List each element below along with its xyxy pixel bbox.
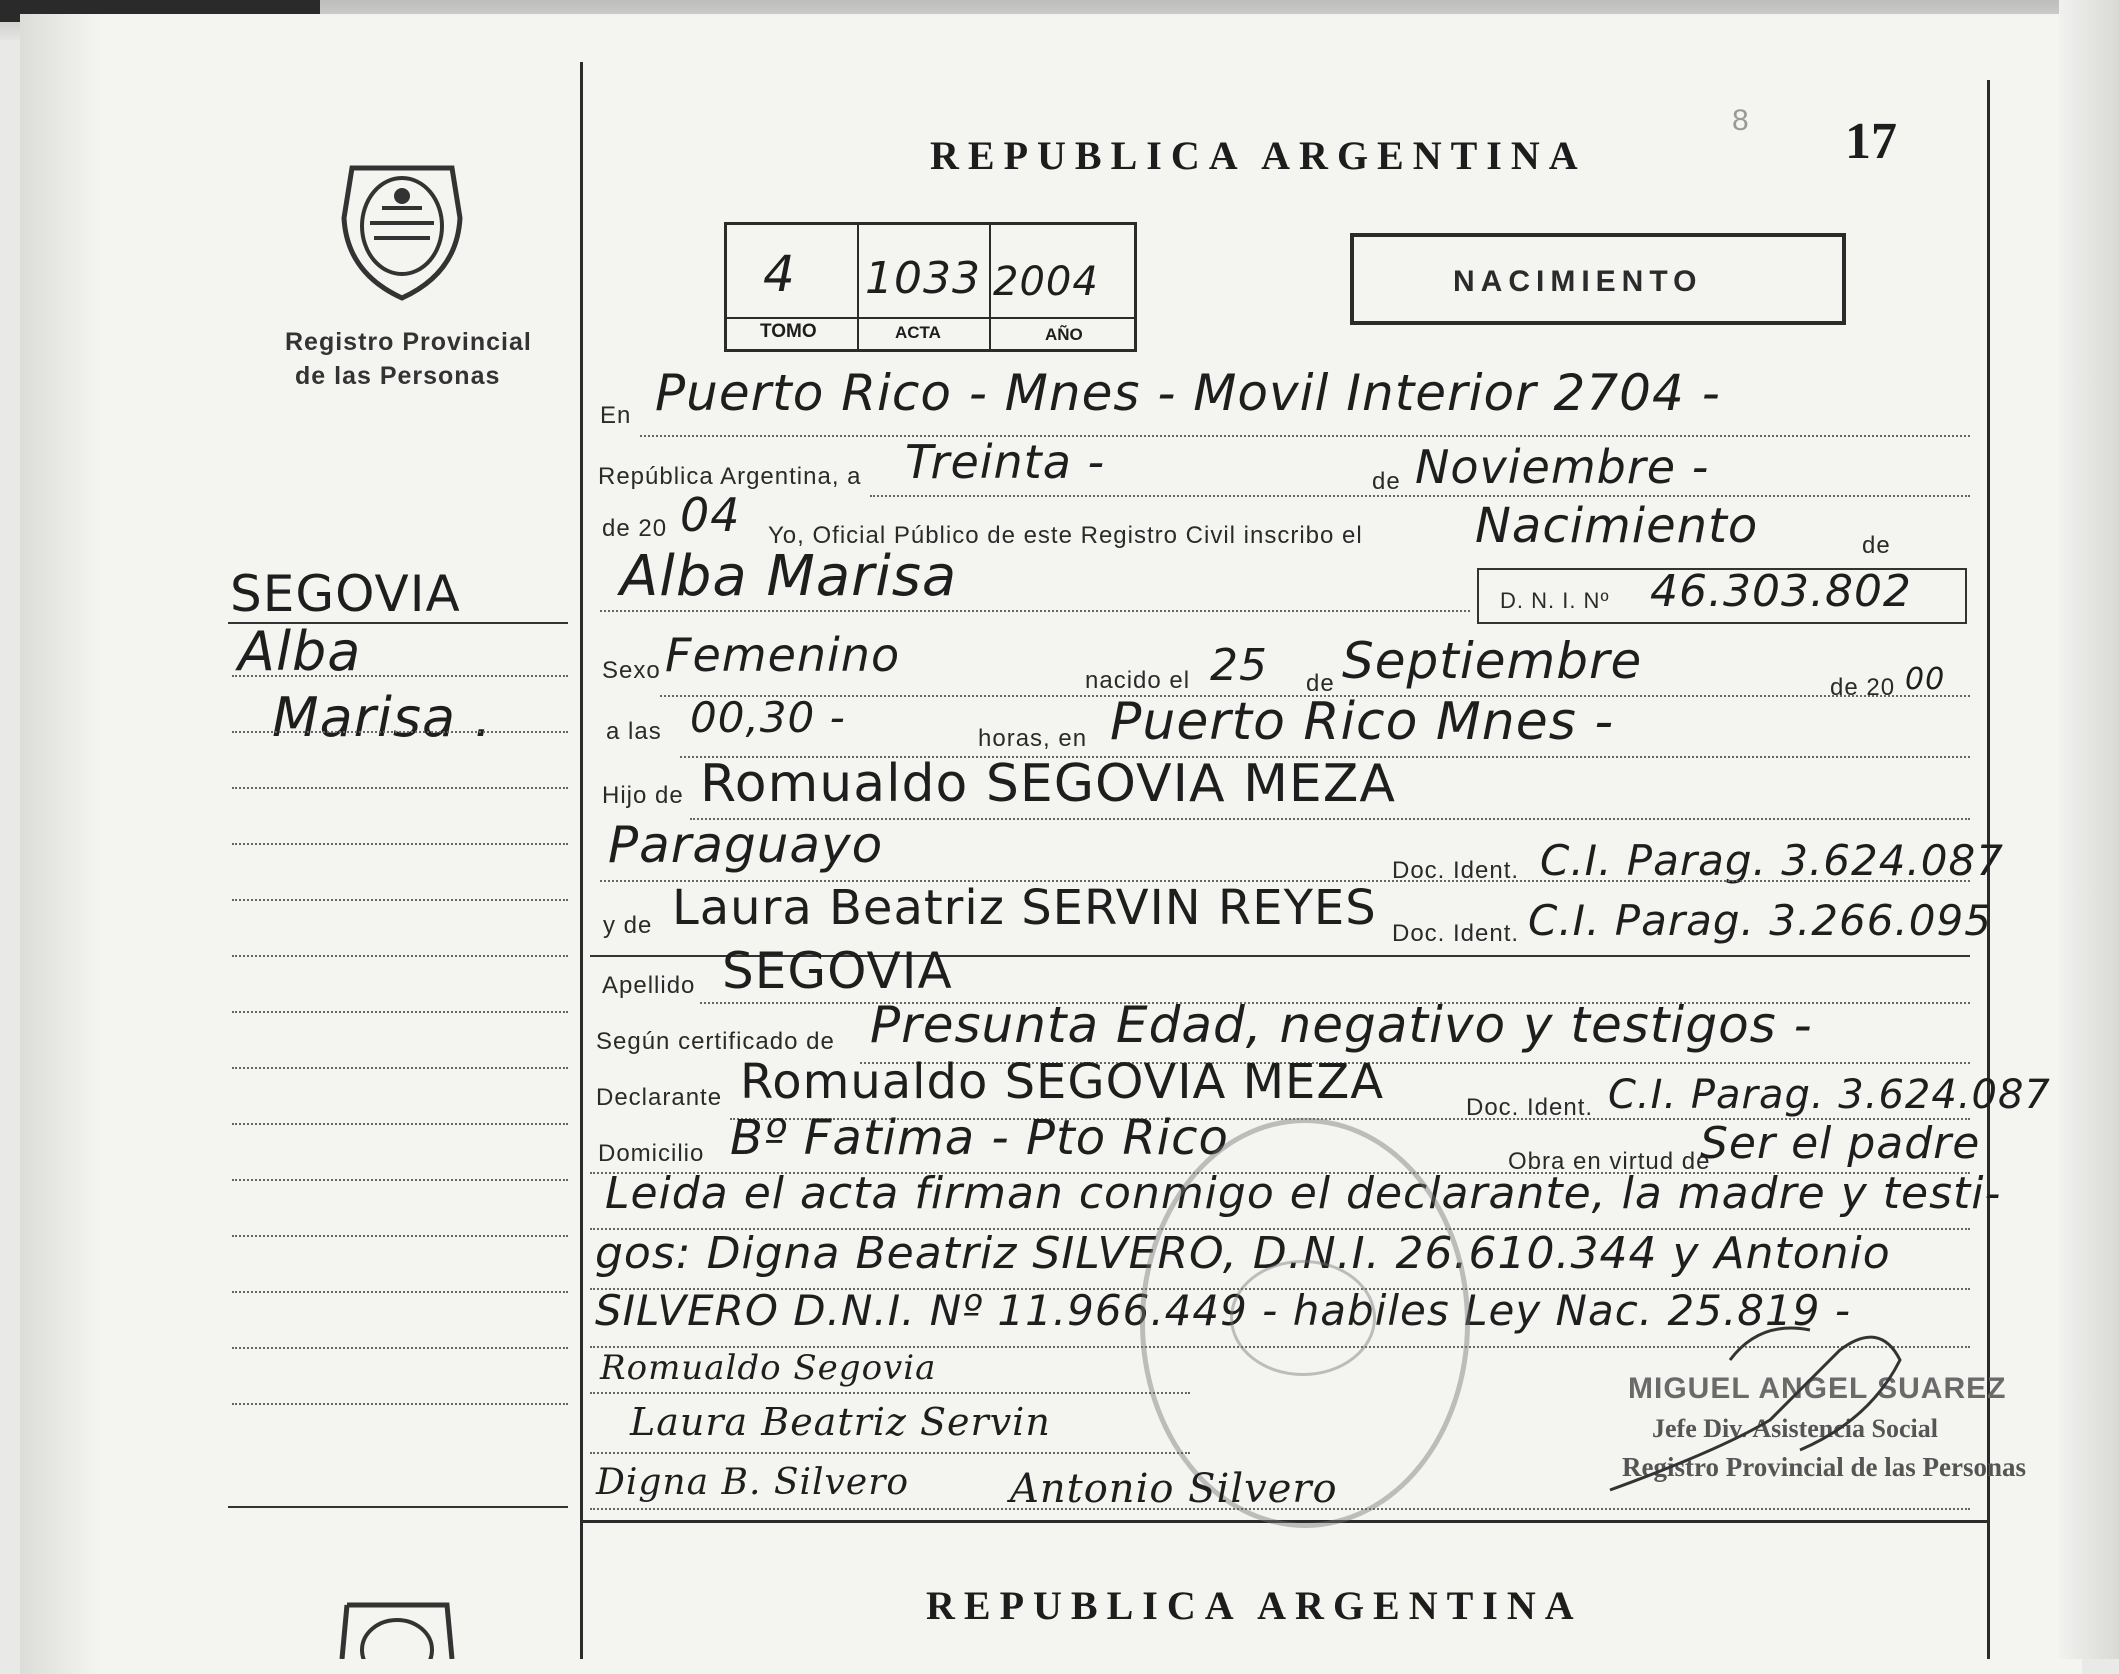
sig-rule3 — [590, 1508, 1970, 1510]
sexo-value: Femenino — [665, 628, 901, 682]
signature-testigo2: Antonio Silvero — [1010, 1466, 1338, 1512]
province-seal-bottom-icon — [332, 1600, 462, 1659]
apellido-label: Apellido — [602, 972, 696, 999]
sig-rule1 — [590, 1392, 1190, 1394]
signature-padre: Romualdo Segovia — [600, 1348, 937, 1388]
mes-value: Noviembre - — [1415, 440, 1710, 494]
footer-country: REPUBLICA ARGENTINA — [926, 1583, 1583, 1628]
margin-name1: Alba — [238, 620, 362, 683]
alas-label: a las — [606, 718, 662, 745]
margin-rule — [232, 843, 568, 845]
official-stamp-inner — [1230, 1260, 1376, 1376]
margin-rule — [232, 1235, 568, 1237]
dni-label: D. N. I. Nº — [1500, 588, 1610, 613]
margin-rule — [232, 1403, 568, 1405]
acta-label: ACTA — [895, 323, 941, 342]
leida-line1: Leida el acta firman conmigo el declarante, la madre y testi- — [605, 1168, 2002, 1219]
margin-rule — [232, 731, 568, 733]
nacido-label: nacido el — [1085, 667, 1191, 694]
de20-label: de 20 — [1830, 674, 1896, 701]
en-line — [640, 435, 1970, 437]
padre-nac: Paraguayo — [608, 816, 884, 874]
margin-rule — [232, 1179, 568, 1181]
yde-label: y de — [603, 912, 653, 939]
margin-rule-end — [228, 1506, 568, 1508]
margin-surname: SEGOVIA — [230, 565, 461, 623]
margin-rule — [232, 1291, 568, 1293]
doc1-label: Doc. Ident. — [1392, 857, 1520, 884]
anio-value: 2004 — [993, 259, 1099, 305]
doc2-value: C.I. Parag. 3.266.095 — [1528, 896, 1992, 945]
horas-label: horas, en — [978, 725, 1088, 752]
margin-rule — [232, 1347, 568, 1349]
sig-rule2 — [590, 1452, 1190, 1454]
pencil-mark: 8 — [1732, 104, 1749, 137]
year-value: 04 — [680, 488, 741, 542]
margin-rule — [232, 955, 568, 957]
de-year-label: de 20 — [602, 515, 668, 542]
doc3-label: Doc. Ident. — [1466, 1094, 1594, 1121]
dni-value: 46.303.802 — [1650, 566, 1912, 617]
nac-mes: Septiembre — [1342, 632, 1643, 690]
de3-label: de — [1306, 670, 1335, 697]
doc3-value: C.I. Parag. 3.624.087 — [1608, 1072, 2051, 1118]
domicilio-value: Bº Fatima - Pto Rico — [730, 1110, 1229, 1166]
page-number: 17 — [1845, 113, 1897, 170]
acto-value: Nacimiento — [1475, 498, 1759, 554]
official-office: Registro Provincial de las Personas — [1622, 1452, 2026, 1482]
sexo-label: Sexo — [602, 657, 661, 684]
province-seal-icon — [332, 148, 472, 303]
obra-value: Ser el padre — [1700, 1118, 1981, 1169]
left-border — [580, 62, 583, 1659]
margin-rule — [232, 787, 568, 789]
segun-label: Según certificado de — [596, 1028, 835, 1055]
record-box — [724, 222, 1137, 352]
page-gutter — [20, 14, 100, 1674]
margin-rule — [232, 1011, 568, 1013]
declarante-label: Declarante — [596, 1084, 723, 1111]
dia-value: Treinta - — [905, 435, 1106, 489]
page-edge — [2059, 0, 2119, 1659]
registry-line1: Registro Provincial — [285, 328, 532, 356]
margin-rule — [232, 1123, 568, 1125]
domicilio-label: Domicilio — [598, 1140, 705, 1167]
nac-dia: 25 — [1210, 640, 1268, 691]
official-signature-icon — [1600, 1300, 1930, 1500]
obra-label: Obra en virtud de — [1508, 1148, 1711, 1175]
signature-testigo1: Digna B. Silvero — [596, 1462, 910, 1503]
nombre-line — [600, 610, 1470, 612]
hora-value: 00,30 - — [690, 693, 846, 742]
republica-line — [870, 495, 1970, 497]
apellido-value: SEGOVIA — [722, 942, 953, 1000]
doc2-label: Doc. Ident. — [1392, 920, 1520, 947]
record-type: NACIMIENTO — [1453, 265, 1703, 298]
segun-value: Presunta Edad, negativo y testigos - — [870, 996, 1813, 1054]
tomo-value: 4 — [763, 245, 796, 303]
en-value: Puerto Rico - Mnes - Movil Interior 2704 - — [655, 364, 1721, 422]
acta-value: 1033 — [865, 253, 981, 304]
yo-text: Yo, Oficial Público de este Registro Civil inscribo el — [768, 522, 1363, 549]
lugar-value: Puerto Rico Mnes - — [1110, 692, 1615, 752]
de2-label: de — [1862, 532, 1891, 559]
republica-label: República Argentina, a — [598, 463, 862, 490]
country-title: REPUBLICA ARGENTINA — [930, 133, 1587, 178]
official-title: Jefe Div. Asistencia Social — [1652, 1414, 1938, 1443]
registry-line2: de las Personas — [295, 362, 501, 390]
anio-label: AÑO — [1045, 325, 1083, 344]
tomo-label: TOMO — [760, 321, 817, 342]
margin-name2: Marisa . — [272, 686, 493, 749]
madre-value: Laura Beatriz SERVIN REYES — [672, 880, 1377, 936]
margin-rule — [232, 675, 568, 677]
en-label: En — [600, 402, 632, 429]
signature-madre: Laura Beatriz Servin — [630, 1400, 1051, 1444]
declarante-value: Romualdo SEGOVIA MEZA — [740, 1054, 1385, 1110]
nombre-value: Alba Marisa — [620, 544, 958, 609]
margin-rule — [232, 899, 568, 901]
hijo-label: Hijo de — [602, 782, 684, 809]
doc1-value: C.I. Parag. 3.624.087 — [1540, 836, 2004, 885]
leida-line3: SILVERO D.N.I. Nº 11.966.449 - habiles Ley Nac. 25.819 - — [595, 1286, 1851, 1335]
padre-value: Romualdo SEGOVIA MEZA — [700, 754, 1396, 814]
leida-line2: gos: Digna Beatriz SILVERO, D.N.I. 26.610.344 y Antonio — [595, 1228, 1891, 1279]
de1-label: de — [1372, 468, 1401, 495]
margin-rule — [232, 1067, 568, 1069]
nac-year: 00 — [1905, 662, 1946, 697]
official-name: MIGUEL ANGEL SUAREZ — [1628, 1372, 2007, 1405]
